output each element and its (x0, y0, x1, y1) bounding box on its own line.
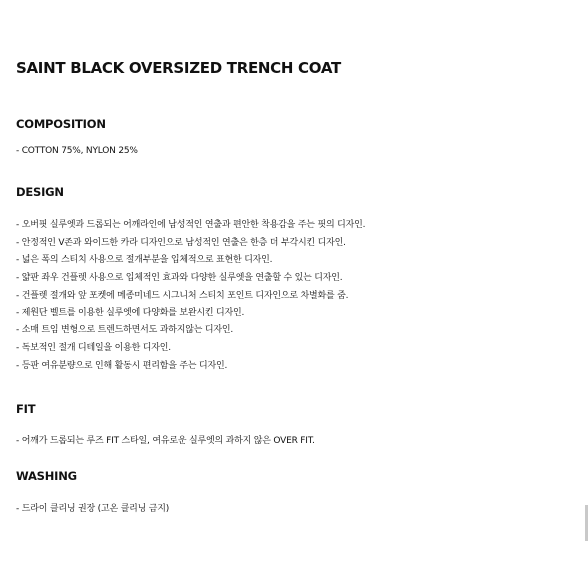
design-line: - 건플렛 절개와 앞 포켓에 메종미네드 시그니처 스티치 포인트 디자인으로 차별화를 줌. (16, 291, 349, 301)
washing-heading: WASHING (16, 469, 77, 483)
design-line: - 안정적인 V존과 와이드한 카라 디자인으로 남성적인 연출은 한층 더 부각시킨 디자인. (16, 238, 346, 248)
fit-line: - 어깨가 드롭되는 루즈 FIT 스타일, 여유로운 실루엣의 과하지 않은 OVER FIT. (16, 436, 315, 446)
composition-heading: COMPOSITION (16, 117, 106, 131)
design-line: - 오버핏 실루엣과 드롭되는 어깨라인에 남성적인 연출과 편안한 착용감을 주는 핏의 디자인. (16, 220, 366, 230)
design-heading: DESIGN (16, 185, 64, 199)
fit-heading: FIT (16, 402, 36, 416)
composition-line: - COTTON 75%, NYLON 25% (16, 146, 138, 156)
product-title: SAINT BLACK OVERSIZED TRENCH COAT (16, 59, 341, 77)
design-line: - 등판 여유분량으로 인해 활동시 편리함을 주는 디자인. (16, 361, 228, 371)
design-line: - 넓은 폭의 스티치 사용으로 절개부분을 입체적으로 표현한 디자인. (16, 255, 273, 265)
design-line: - 소매 트임 변형으로 트렌드하면서도 과하지않는 디자인. (16, 325, 234, 335)
design-line: - 제원단 벨트를 이용한 실루엣에 다양화를 보완시킨 디자인. (16, 308, 245, 318)
design-line: - 얇판 좌우 건플렛 사용으로 입체적인 효과와 다양한 실루엣을 연출할 수 있는 디자인. (16, 273, 343, 283)
design-line: - 독보적인 절개 디테일을 이용한 디자인. (16, 343, 171, 353)
washing-line: - 드라이 클리닝 권장 (고온 클리닝 금지) (16, 504, 170, 514)
